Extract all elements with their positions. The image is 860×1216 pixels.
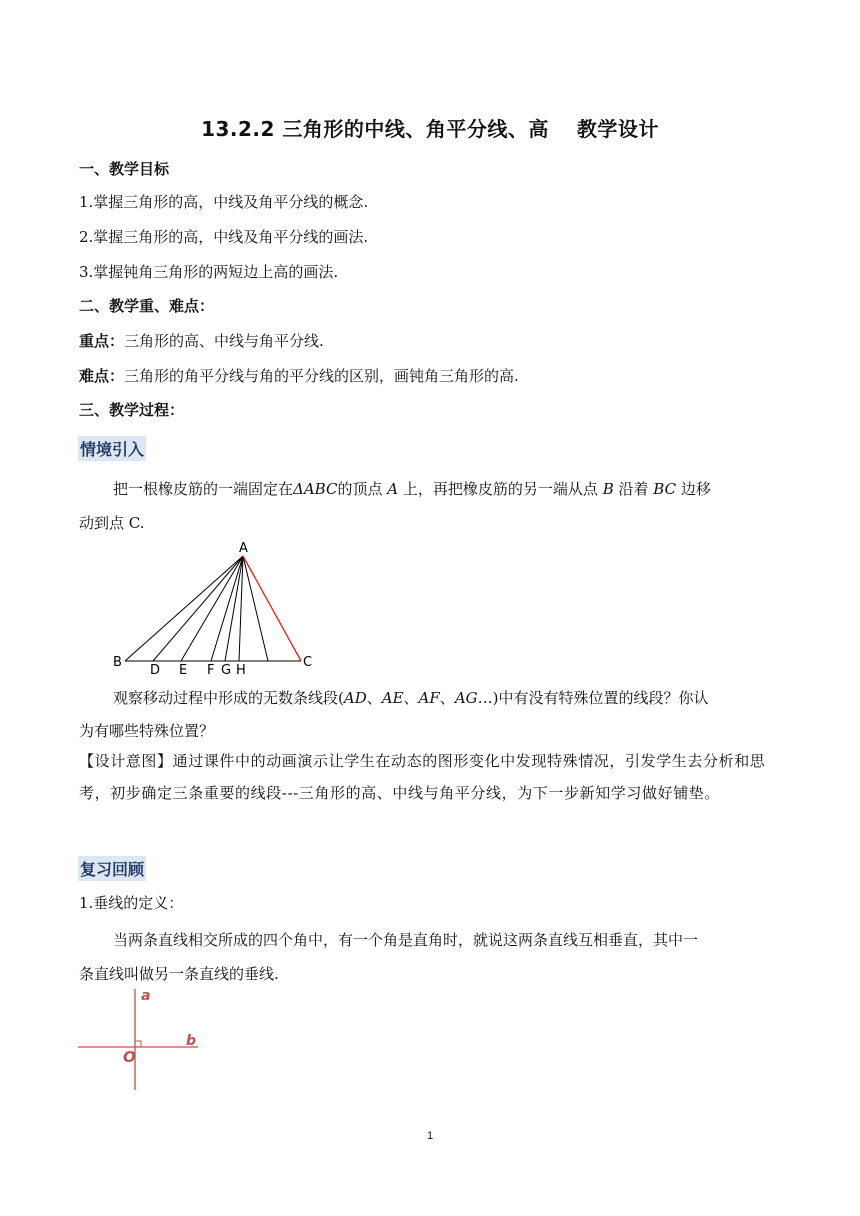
intro-paragraph-line2: 动到点 C.: [79, 514, 145, 532]
objective-item-2: 2.掌握三角形的高，中线及角平分线的画法.: [79, 228, 369, 246]
section-heading-keypoints: 二、教学重、难点：: [79, 297, 215, 315]
label-D: D: [150, 663, 161, 678]
label-O: O: [123, 1048, 136, 1066]
perpendicular-definition-line1: 当两条直线相交所成的四个角中，有一个角是直角时，就说这两条直线互相垂直，其中一: [113, 931, 699, 949]
label-b: b: [186, 1033, 197, 1049]
label-B: B: [113, 655, 122, 670]
page-title: 13.2.2 三角形的中线、角平分线、高 教学设计: [201, 117, 659, 141]
label-C: C: [303, 655, 313, 670]
design-intent: 【设计意图】通过课件中的动画演示让学生在动态的图形变化中发现特殊情况，引发学生去分析和思考，初步确定三条重要的线段---三角形的高、中线与角平分线，为下一步新知学习做好铺垫。: [79, 752, 766, 802]
question-line1: 观察移动过程中形成的无数条线段(AD、AE、AF、AG…)中有没有特殊位置的线段？你认: [113, 689, 709, 707]
intro-paragraph-line1: 把一根橡皮筋的一端固定在ΔABC的顶点 A 上，再把橡皮筋的另一端从点 B 沿着 BC 边移: [113, 480, 711, 498]
label-H: H: [236, 663, 246, 678]
perpendicular-figure: [78, 985, 218, 1095]
review-tag: 复习回顾: [78, 856, 146, 881]
label-a: a: [141, 988, 151, 1004]
segment-AF: [211, 556, 243, 661]
intro-tag: 情境引入: [78, 436, 146, 461]
rubber-band-figure: [105, 538, 325, 678]
segment-A-mid: [243, 556, 268, 661]
label-G: G: [221, 663, 232, 678]
question-line2: 为有哪些特殊位置？: [79, 722, 215, 740]
objective-item-3: 3.掌握钝角三角形的两短边上高的画法.: [79, 263, 339, 281]
segment-AB: [125, 556, 243, 661]
review-item-1: 1.垂线的定义：: [79, 894, 184, 912]
segment-AC: [243, 556, 301, 661]
difficult-point: 难点：三角形的角平分线与角的平分线的区别，画钝角三角形的高.: [79, 367, 519, 385]
section-heading-objectives: 一、教学目标: [79, 160, 170, 178]
segment-AH: [239, 556, 243, 661]
segment-AD: [153, 556, 243, 661]
right-angle-mark: [135, 1041, 141, 1047]
label-E: E: [179, 663, 188, 678]
page-number: 1: [426, 1130, 434, 1142]
label-F: F: [207, 663, 215, 678]
key-point: 重点：三角形的高、中线与角平分线.: [79, 332, 324, 350]
objective-item-1: 1.掌握三角形的高，中线及角平分线的概念.: [79, 193, 369, 211]
perpendicular-definition-line2: 条直线叫做另一条直线的垂线.: [79, 965, 279, 983]
label-A: A: [239, 541, 248, 556]
section-heading-process: 三、教学过程：: [79, 401, 185, 419]
